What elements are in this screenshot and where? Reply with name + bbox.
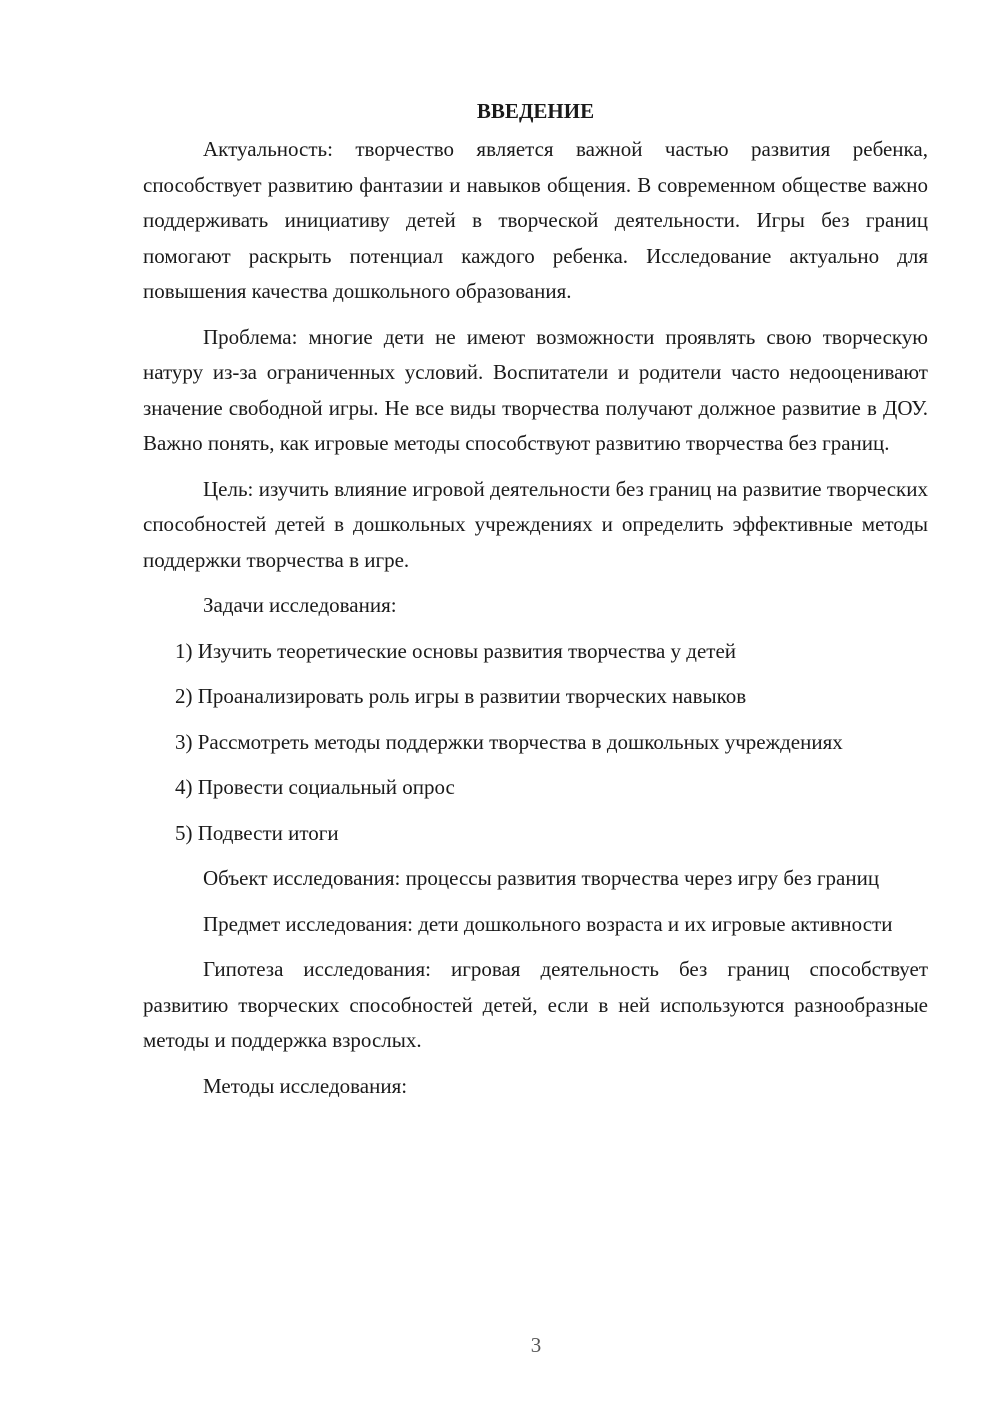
paragraph-hypothesis: Гипотеза исследования: игровая деятельность без границ способствует развитию творческих способностей детей, если в ней используются разнообразные методы и поддержка взрослых. <box>143 957 928 1052</box>
paragraph-tasks-heading: Задачи исследования: <box>203 593 397 617</box>
paragraph-problem: Проблема: многие дети не имеют возможности проявлять свою творческую натуру из-за ограниченных условий. Воспитатели и родители часто недооценивают значение свободной игры. Не все виды творчества получают должное развитие в ДОУ. Важно понять, как игровые методы способствуют развитию творчества без границ. <box>143 324 928 455</box>
list-item: 3) Рассмотреть методы поддержки творчества в дошкольных учреждениях <box>175 729 843 754</box>
list-item: 2) Проанализировать роль игры в развитии творческих навыков <box>175 684 747 708</box>
paragraph-methods-heading: Методы исследования: <box>203 1073 408 1098</box>
list-item: 1) Изучить теоретические основы развития творчества у детей <box>175 638 737 663</box>
list-item: 5) Подвести итоги <box>175 820 339 845</box>
task-list <box>143 634 928 852</box>
paragraph-object: Объект исследования: процессы развития творчества через игру без границ <box>203 866 880 890</box>
page-content <box>143 96 928 1114</box>
page-number: 3 <box>530 1333 542 1357</box>
paragraph-goal: Цель: изучить влияние игровой деятельности без границ на развитие творческих способностей детей в дошкольных учреждениях и определить эффективные методы поддержки творчества в игре. <box>143 476 928 572</box>
list-item: 4) Провести социальный опрос <box>175 775 455 799</box>
paragraph-subject: Предмет исследования: дети дошкольного возраста и их игровые активности <box>203 911 893 936</box>
paragraph-relevance: Актуальность: творчество является важной частью развития ребенка, способствует развитию фантазии и навыков общения. В современном обществе важно поддерживать инициативу детей в творческой деятельности. Игры без границ помогают раскрыть потенциал каждого ребенка. Исследование актуально для повышения качества дошкольного образования. <box>143 137 928 303</box>
page-title: ВВЕДЕНИЕ <box>476 99 595 123</box>
